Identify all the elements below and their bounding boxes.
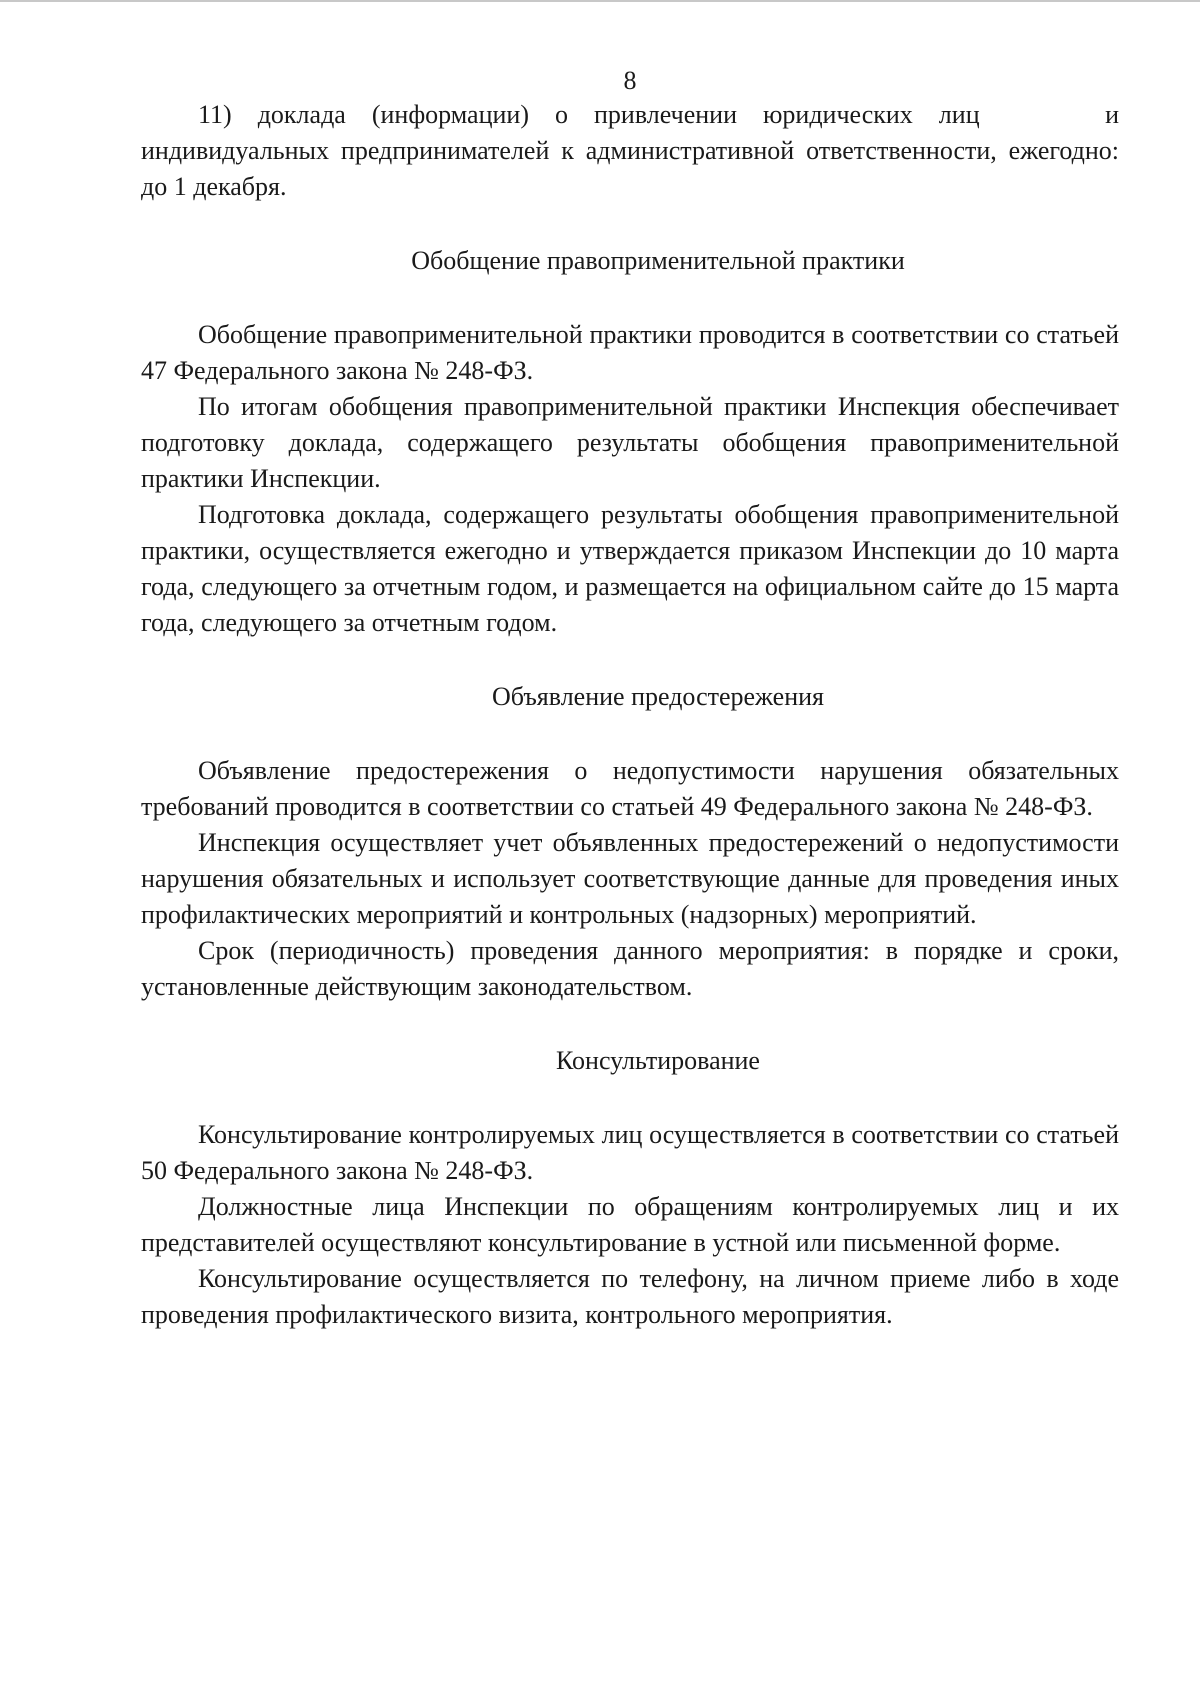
paragraph: Консультирование контролируемых лиц осуществляется в соответствии со статьей 50 Федерального закона № 248-ФЗ. — [141, 1120, 1119, 1185]
section-heading-consulting: Консультирование — [556, 1046, 760, 1075]
section-heading-practice: Обобщение правоприменительной практики — [411, 246, 905, 275]
section-heading-warning: Объявление предостережения — [492, 682, 824, 711]
paragraph: Срок (периодичность) проведения данного мероприятия: в порядке и сроки, установленные действующим законодательством. — [141, 936, 1119, 1001]
document-body — [141, 97, 1119, 1333]
paragraph-item-11: 11) доклада (информации) о привлечении юридических лиц и индивидуальных предпринимателей к административной ответственности, ежегодно: до 1 декабря. — [141, 100, 1119, 201]
paragraph: По итогам обобщения правоприменительной практики Инспекция обеспечивает подготовку доклада, содержащего результаты обобщения правоприменительной практики Инспекции. — [141, 392, 1119, 493]
paragraph: Должностные лица Инспекции по обращениям контролируемых лиц и их представителей осуществляют консультирование в устной или письменной форме. — [141, 1192, 1119, 1257]
page-number: 8 — [623, 66, 637, 95]
paragraph: Объявление предостережения о недопустимости нарушения обязательных требований проводится в соответствии со статьей 49 Федерального закона № 248-ФЗ. — [141, 756, 1119, 821]
paragraph: Подготовка доклада, содержащего результаты обобщения правоприменительной практики, осуществляется ежегодно и утверждается приказом Инспекции до 10 марта года, следующего за отчетным годом, и размещается на официальном сайте до 15 марта года, следующего за отчетным годом. — [141, 500, 1119, 637]
page-edge — [0, 0, 1200, 2]
paragraph: Инспекция осуществляет учет объявленных предостережений о недопустимости нарушения обязательных и использует соответствующие данные для проведения иных профилактических мероприятий и контрольных (надзорных) мероприятий. — [141, 828, 1119, 929]
paragraph: Консультирование осуществляется по телефону, на личном приеме либо в ходе проведения профилактического визита, контрольного мероприятия. — [141, 1264, 1119, 1329]
paragraph: Обобщение правоприменительной практики проводится в соответствии со статьей 47 Федерального закона № 248-ФЗ. — [141, 320, 1119, 385]
